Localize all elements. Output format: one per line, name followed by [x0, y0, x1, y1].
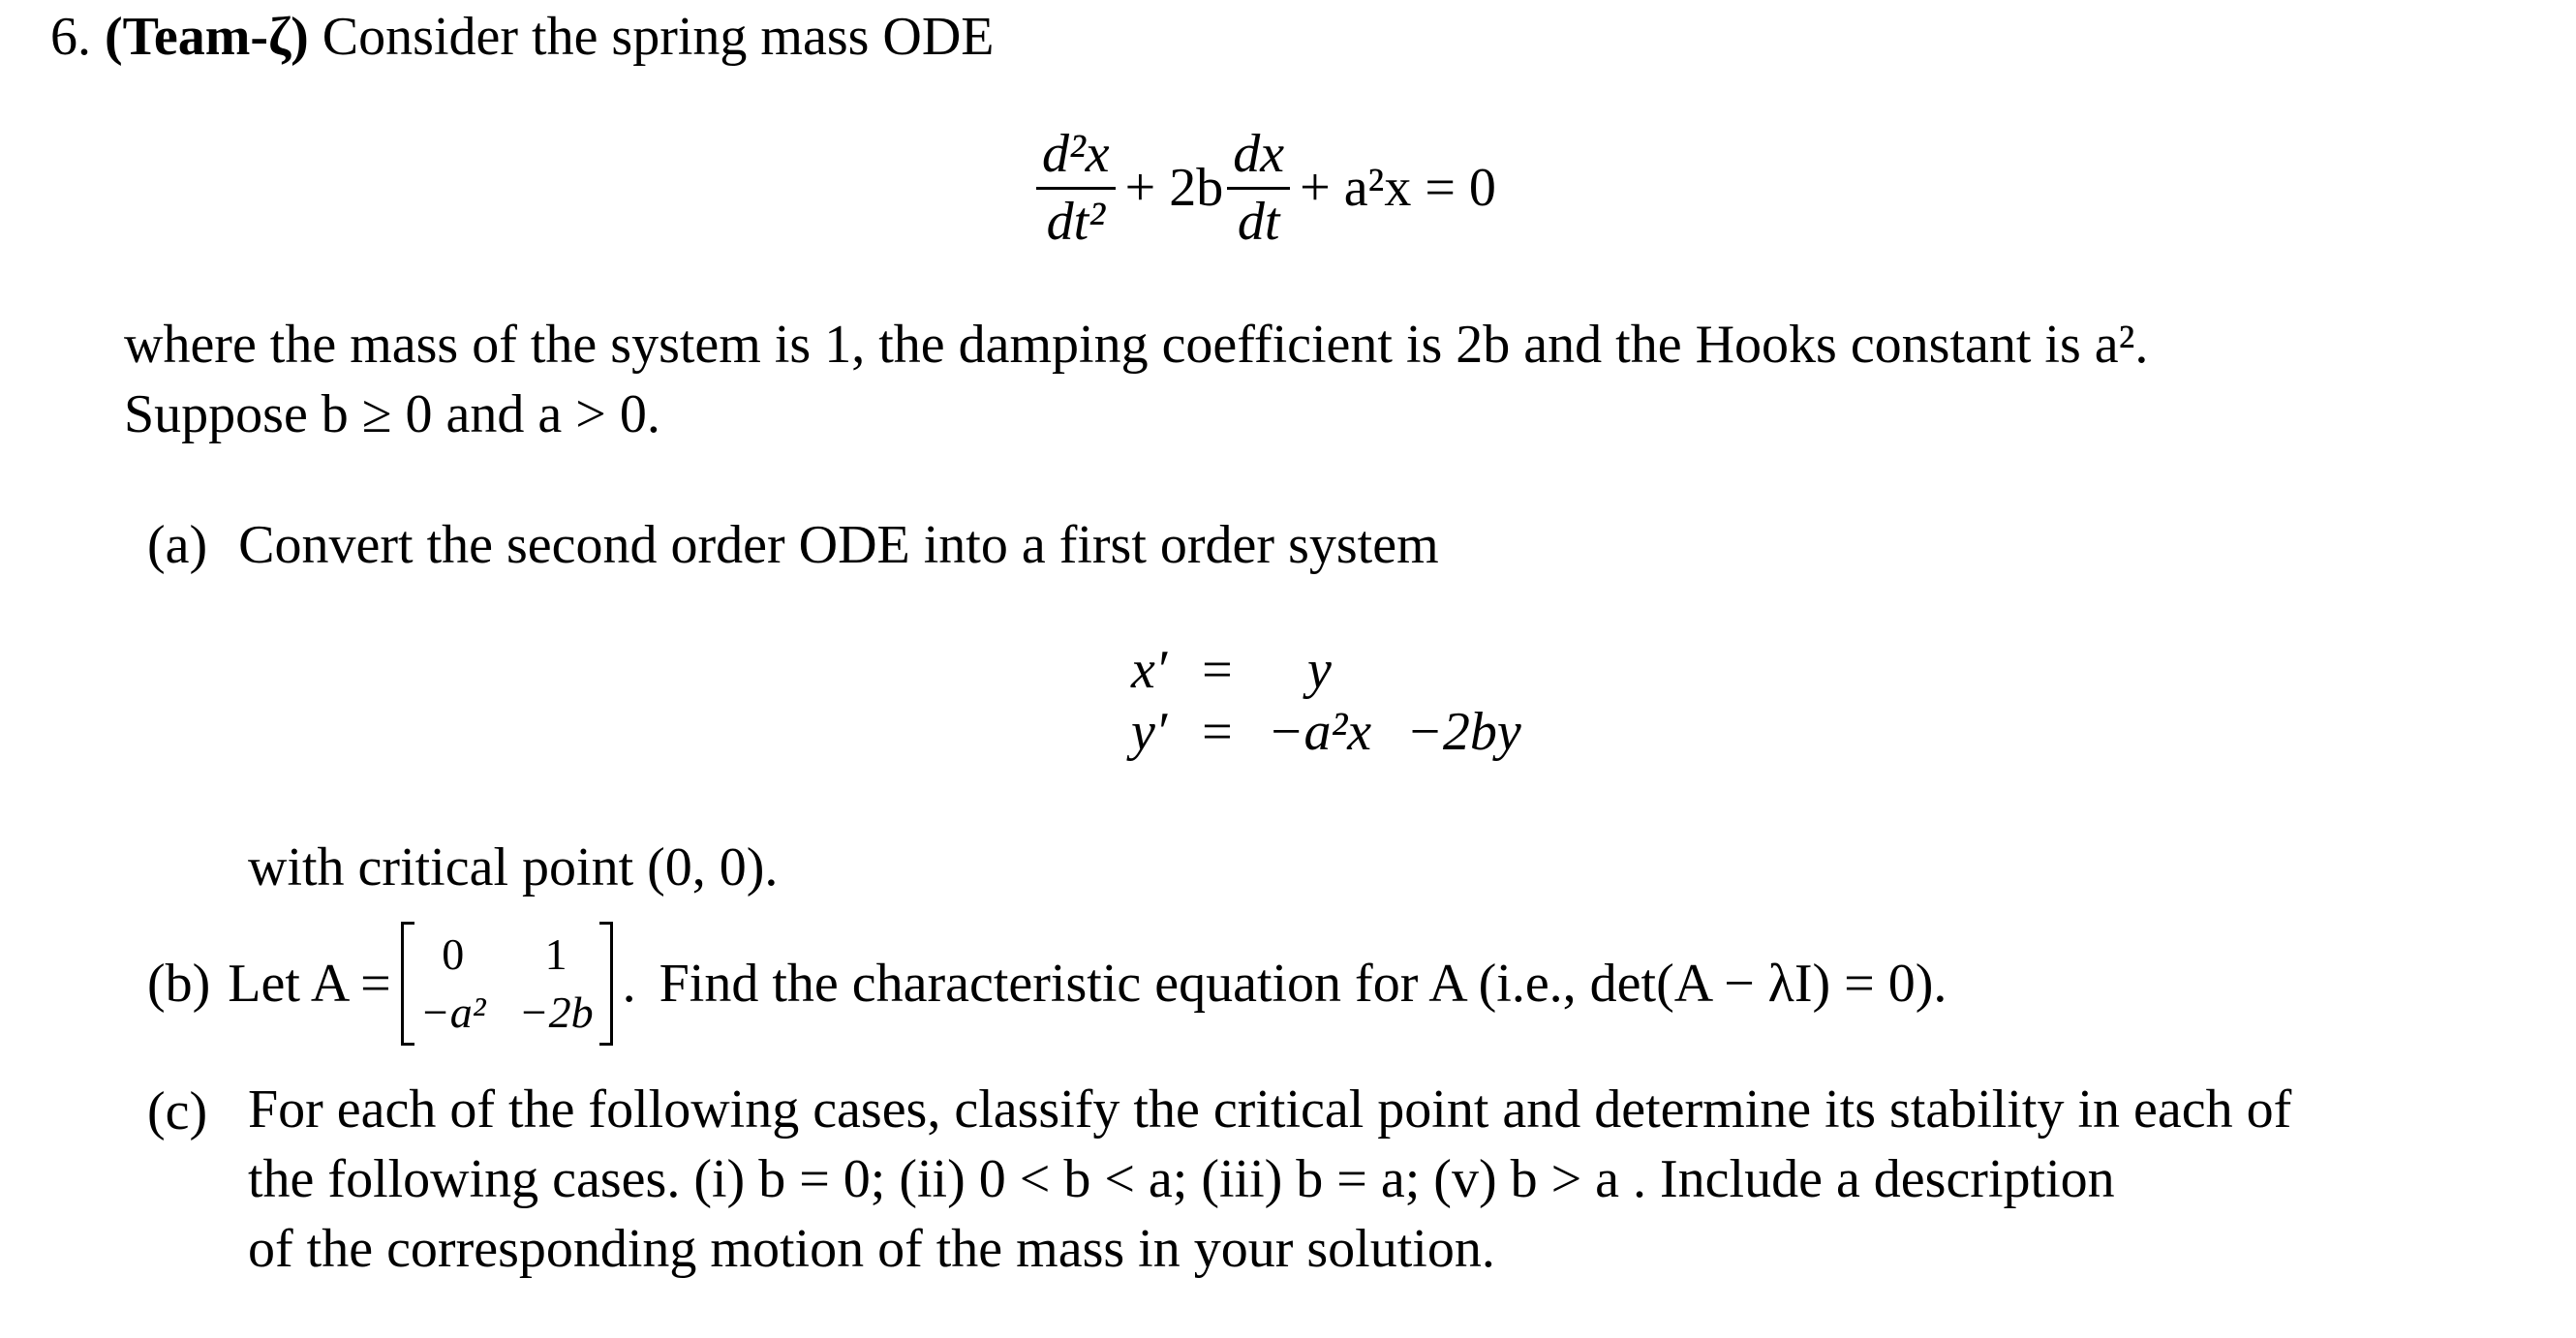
fraction-bar	[1036, 187, 1116, 190]
matrix-entries	[414, 929, 599, 1037]
system-rhs: −a²x	[1267, 702, 1372, 762]
critical-point-note: with critical point (0, 0).	[248, 837, 779, 897]
part-b-let: Let A =	[228, 954, 391, 1014]
part-b	[147, 922, 1947, 1046]
system-rhs-extra	[1389, 639, 1539, 701]
plus-2b: + 2b	[1124, 158, 1224, 219]
fraction-bar	[1227, 187, 1290, 190]
second-derivative-fraction	[1036, 126, 1116, 251]
part-c-line-2: the following cases. (i) b = 0; (ii) 0 < b < a; (iii) b = a; (v) b > a . Include a description	[248, 1149, 2115, 1209]
matrix-entry: −2b	[518, 988, 594, 1037]
system-equals: =	[1202, 702, 1233, 762]
matrix-entry: −a²	[419, 988, 486, 1037]
part-c-label: (c)	[147, 1081, 208, 1141]
part-b-text: Find the characteristic equation for A (i.e., det(A − λI) = 0).	[659, 954, 1947, 1014]
system-rhs: y	[1306, 640, 1332, 700]
team-label: (Team-ζ)	[105, 7, 309, 67]
equation-rest: + a²x = 0	[1300, 158, 1496, 219]
matrix-period: .	[622, 954, 636, 1014]
part-a	[147, 515, 1439, 575]
matrix-entry: 0	[442, 929, 465, 979]
part-a-label: (a)	[147, 515, 208, 575]
system-rhs-extra: −2by	[1406, 702, 1521, 762]
part-b-label: (b)	[147, 954, 211, 1014]
system-row-1	[1114, 639, 1539, 701]
part-c-line-1: For each of the following cases, classify the critical point and determine its stability in each of	[248, 1080, 2292, 1140]
matrix-entry: 1	[544, 929, 567, 979]
problem-number: 6.	[50, 7, 91, 67]
fraction-numerator: dx	[1233, 124, 1285, 184]
description-line-2: Suppose b ≥ 0 and a > 0.	[124, 384, 660, 444]
fraction-denominator: dt²	[1046, 191, 1105, 252]
first-derivative-fraction	[1227, 126, 1290, 251]
system-lhs: x′	[1131, 640, 1168, 700]
right-bracket	[599, 922, 613, 1046]
part-a-text: Convert the second order ODE into a first order system	[238, 515, 1439, 575]
fraction-denominator: dt	[1237, 191, 1280, 252]
system-equals: =	[1202, 640, 1233, 700]
matrix-a	[401, 922, 613, 1046]
part-c	[248, 1075, 2291, 1284]
problem-intro: Consider the spring mass ODE	[322, 7, 995, 67]
description-line-1: where the mass of the system is 1, the damping coefficient is 2b and the Hooks constant is a².	[124, 315, 2149, 375]
description	[124, 310, 2148, 449]
first-order-system	[1114, 639, 1539, 763]
system-lhs: y′	[1131, 702, 1168, 762]
fraction-numerator: d²x	[1042, 124, 1110, 184]
problem-header	[50, 7, 995, 67]
left-bracket	[401, 922, 414, 1046]
system-row-2	[1114, 701, 1539, 763]
part-c-line-3: of the corresponding motion of the mass in your solution.	[248, 1219, 1495, 1279]
main-equation	[1036, 126, 1496, 251]
